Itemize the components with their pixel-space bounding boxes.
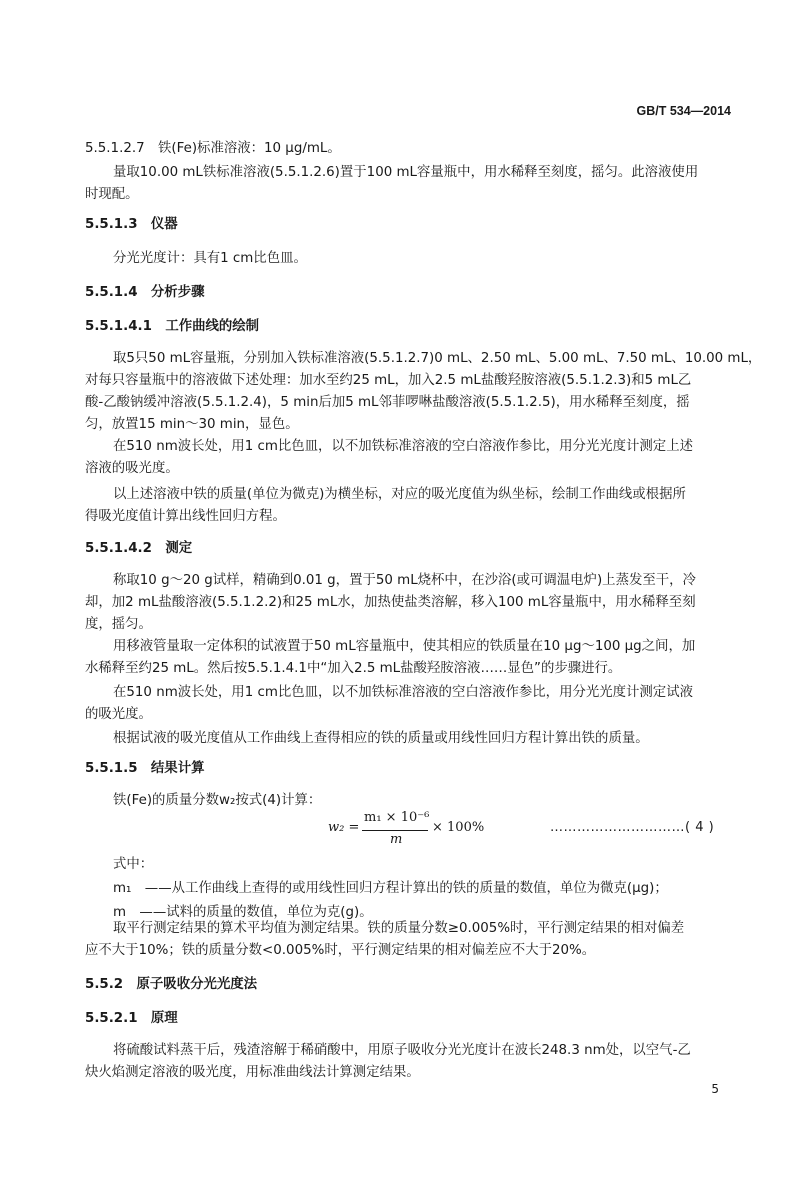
text-line: 称取10 g～20 g试样，精确到0.01 g，置于50 mL烧杯中，在沙浴(或可调温电炉)上蒸发至干，冷 bbox=[113, 573, 696, 588]
text-line: 5.5.1.2.7 铁(Fe)标准溶液：10 μg/mL。 bbox=[85, 141, 341, 156]
formula-denominator: m bbox=[390, 832, 403, 847]
formula-lhs: w₂ = bbox=[328, 820, 360, 835]
text-line: m₁ ——从工作曲线上查得的或用线性回归方程计算出的铁的质量的数值，单位为微克(μg)； bbox=[113, 881, 668, 896]
text-line: 以上述溶液中铁的质量(单位为微克)为横坐标，对应的吸光度值为纵坐标，绘制工作曲线或根据所 bbox=[113, 487, 686, 502]
text-line: 取5只50 mL容量瓶，分别加入铁标准溶液(5.5.1.2.7)0 mL、2.50 mL、5.00 mL、7.50 mL、10.00 mL， bbox=[113, 351, 762, 366]
text-line: 度，摇匀。 bbox=[85, 617, 152, 632]
standard-number: GB/T 534—2014 bbox=[636, 104, 731, 118]
text-line: 对每只容量瓶中的溶液做下述处理：加水至约25 mL，加入2.5 mL盐酸羟胺溶液(5.5.1.2.3)和5 mL乙 bbox=[85, 373, 692, 388]
section-heading: 5.5.1.3 仪器 bbox=[85, 217, 178, 232]
text-line: 在510 nm波长处，用1 cm比色皿，以不加铁标准溶液的空白溶液作参比，用分光光度计测定试液 bbox=[113, 685, 693, 700]
text-line: 取平行测定结果的算术平均值为测定结果。铁的质量分数≥0.005%时，平行测定结果的相对偏差 bbox=[113, 921, 685, 936]
text-line: 量取10.00 mL铁标准溶液(5.5.1.2.6)置于100 mL容量瓶中，用水稀释至刻度，摇匀。此溶液使用 bbox=[113, 165, 699, 180]
formula-4 bbox=[320, 810, 520, 854]
section-heading: 5.5.1.4.1 工作曲线的绘制 bbox=[85, 319, 260, 334]
text-line: 时现配。 bbox=[85, 187, 139, 202]
text-line: 根据试液的吸光度值从工作曲线上查得相应的铁的质量或用线性回归方程计算出铁的质量。 bbox=[113, 731, 649, 746]
text-line: 炔火焰测定溶液的吸光度，用标准曲线法计算测定结果。 bbox=[85, 1065, 420, 1080]
equation-number: …………………………( 4 ) bbox=[550, 820, 715, 835]
fraction-bar bbox=[362, 830, 428, 831]
text-line: 用移液管量取一定体积的试液置于50 mL容量瓶中，使其相应的铁质量在10 μg～100 μg之间，加 bbox=[113, 639, 696, 654]
section-heading: 5.5.2 原子吸收分光光度法 bbox=[85, 977, 258, 992]
text-line: 酸-乙酸钠缓冲溶液(5.5.1.2.4)，5 min后加5 mL邻菲啰啉盐酸溶液(5.5.1.2.5)，用水稀释至刻度，摇 bbox=[85, 395, 690, 410]
section-heading: 5.5.1.4.2 测定 bbox=[85, 541, 193, 556]
text-line: 水稀释至约25 mL。然后按5.5.1.4.1中“加入2.5 mL盐酸羟胺溶液……显色”的步骤进行。 bbox=[85, 661, 622, 676]
text-line: 将硫酸试料蒸干后，残渣溶解于稀硝酸中，用原子吸收分光光度计在波长248.3 nm处，以空气-乙 bbox=[113, 1043, 691, 1058]
text-line: 匀，放置15 min～30 min，显色。 bbox=[85, 417, 299, 432]
section-heading: 5.5.1.5 结果计算 bbox=[85, 761, 205, 776]
text-line: 得吸光度值计算出线性回归方程。 bbox=[85, 509, 286, 524]
text-line: 分光光度计：具有1 cm比色皿。 bbox=[113, 251, 307, 266]
page-number: 5 bbox=[711, 1082, 719, 1096]
formula-rhs: × 100% bbox=[432, 820, 485, 835]
text-line: 式中： bbox=[113, 857, 154, 872]
section-heading: 5.5.2.1 原理 bbox=[85, 1011, 178, 1026]
formula-numerator: m₁ × 10⁻⁶ bbox=[364, 810, 430, 825]
text-line: 应不大于10%；铁的质量分数<0.005%时，平行测定结果的相对偏差应不大于20%。 bbox=[85, 943, 596, 958]
text-line: 的吸光度。 bbox=[85, 707, 152, 722]
text-line: 溶液的吸光度。 bbox=[85, 461, 179, 476]
section-heading: 5.5.1.4 分析步骤 bbox=[85, 285, 205, 300]
text-line: 铁(Fe)的质量分数w₂按式(4)计算： bbox=[113, 793, 322, 808]
text-line: m ——试料的质量的数值，单位为克(g)。 bbox=[113, 905, 373, 920]
text-line: 却，加2 mL盐酸溶液(5.5.1.2.2)和25 mL水，加热使盐类溶解，移入100 mL容量瓶中，用水稀释至刻 bbox=[85, 595, 696, 610]
text-line: 在510 nm波长处，用1 cm比色皿，以不加铁标准溶液的空白溶液作参比，用分光光度计测定上述 bbox=[113, 439, 693, 454]
